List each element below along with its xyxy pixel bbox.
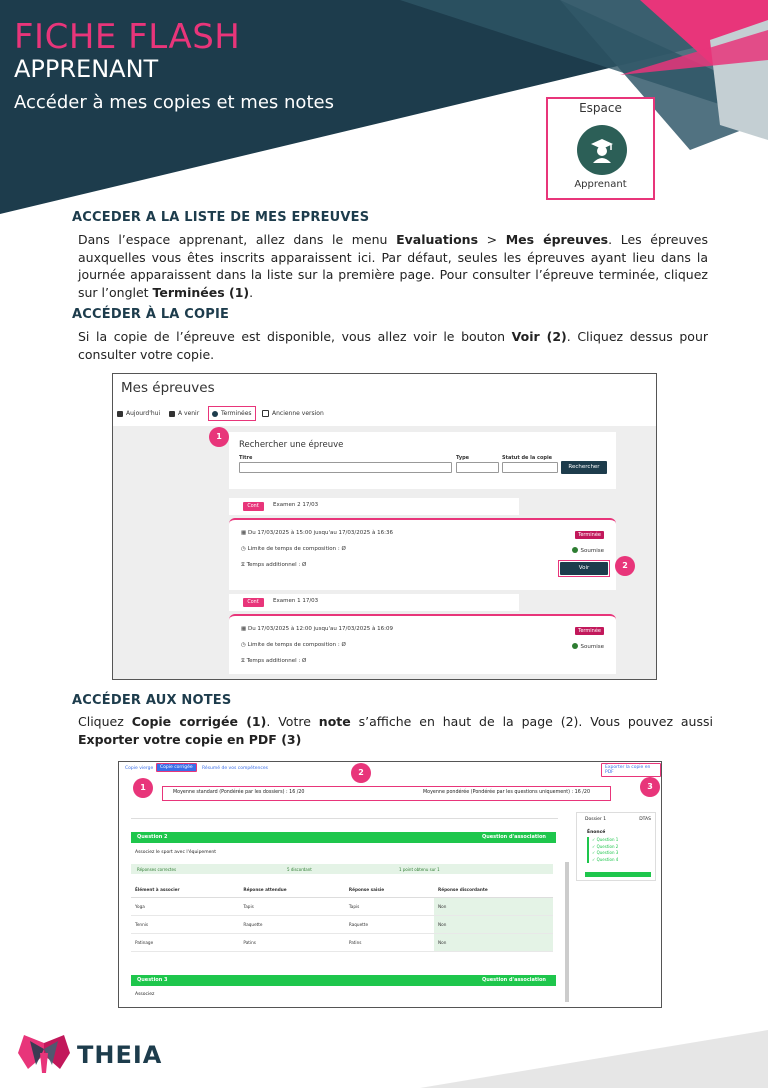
- table-cell: Non: [434, 898, 553, 916]
- theia-logo-icon: [16, 1035, 72, 1075]
- exam-dates: ▦ Du 17/03/2025 à 12:00 jusqu'au 17/03/2025 à 16:09: [241, 626, 393, 632]
- progress-bar: [585, 872, 651, 877]
- question-link-label: Question 4: [596, 856, 619, 862]
- type-select[interactable]: [456, 462, 499, 473]
- status-dot-icon: [572, 547, 578, 553]
- label-titre: Titre: [239, 455, 253, 461]
- table-cell: Yoga: [131, 898, 239, 916]
- exam-body: [229, 614, 616, 674]
- answer-status: Réponses correctes: [137, 867, 177, 872]
- question-link[interactable]: ✓ Question 3: [592, 850, 619, 855]
- table-cell: Tennis: [131, 916, 239, 934]
- table-cell: Tapis: [345, 898, 434, 916]
- exam-head: [229, 498, 519, 516]
- step-badge-2: 2: [615, 556, 635, 576]
- espace-apprenant-card: [546, 97, 655, 200]
- previous-question-edge: [131, 806, 558, 819]
- screenshot-mes-epreuves: [112, 373, 657, 680]
- dossier-title: Dossier 1: [585, 817, 607, 822]
- exam-limit: ◷ Limite de temps de composition : Ø: [241, 642, 346, 648]
- section-heading-notes: ACCÉDER AUX NOTES: [72, 693, 232, 708]
- exam-name: Examen 2 17/03: [273, 502, 319, 508]
- exam-limit: ◷ Limite de temps de composition : Ø: [241, 546, 346, 552]
- association-table: [131, 881, 553, 952]
- state-text: Soumise: [580, 644, 604, 650]
- text-part: . Cliquez dessus pour consulter votre copie.: [78, 329, 709, 362]
- table-cell: Raquette: [239, 916, 345, 934]
- tab-a-venir[interactable]: [169, 406, 199, 421]
- page-subtitle: APPRENANT: [14, 55, 159, 83]
- shot1-header: [113, 374, 656, 426]
- table-cell: Patins: [345, 934, 434, 952]
- exam-extra: ⧖ Temps additionnel : Ø: [241, 658, 307, 664]
- exam-name: Examen 1 17/03: [273, 598, 319, 604]
- dossier-tag: DTAS: [639, 817, 651, 822]
- table-row: [131, 934, 553, 952]
- table-header: Réponse discordante: [434, 881, 553, 898]
- question-link[interactable]: ✓ Question 4: [592, 856, 619, 862]
- enonce-heading: Énoncé: [587, 830, 606, 835]
- answer-status-bar: [131, 864, 553, 874]
- dates-text: Du 17/03/2025 à 15:00 jusqu'au 17/03/2025 à 16:36: [247, 530, 393, 536]
- table-header: Élément à associer: [131, 881, 239, 898]
- exam-card-1: [229, 498, 616, 590]
- status-select[interactable]: [502, 462, 558, 473]
- tab-label: A venir: [178, 410, 200, 417]
- dates-text: Du 17/03/2025 à 12:00 jusqu'au 17/03/2025 à 16:09: [247, 626, 393, 632]
- table-row: [131, 916, 553, 934]
- bold-voir: Voir (2): [511, 329, 567, 344]
- status-dot-icon: [572, 643, 578, 649]
- exam-head: [229, 594, 519, 612]
- question-2-header: [131, 832, 556, 843]
- question-link-label: Question 1: [596, 837, 619, 842]
- conf-chip: Conf.: [243, 598, 264, 607]
- question-3-header: [131, 975, 556, 986]
- tab-label: Ancienne version: [272, 410, 324, 417]
- question-2-prompt: Associez le sport avec l'équipement: [135, 850, 216, 855]
- search-card: [229, 432, 616, 489]
- screenshot-copie-corrigee: [118, 761, 662, 1008]
- step-badge-2: 2: [351, 763, 371, 783]
- submitted-status: [572, 643, 604, 650]
- bold-exporter: Exporter votre copie en PDF (3): [78, 731, 302, 747]
- label-type: Type: [456, 455, 470, 461]
- voir-button[interactable]: Voir: [560, 562, 608, 575]
- limit-text: Limite de temps de composition : Ø: [247, 546, 346, 552]
- text-part: s’affiche en haut de la page (2). Vous pouvez aussi: [350, 714, 713, 729]
- graduate-icon: [577, 125, 627, 175]
- tab-label: Aujourd'hui: [126, 410, 161, 417]
- bold-note: note: [318, 714, 351, 729]
- step-badge-3: 3: [640, 777, 660, 797]
- average-weighted: Moyenne pondérée (Pondérée par les questions uniquement) : 16 /20: [423, 790, 591, 795]
- table-cell: Patinage: [131, 934, 239, 952]
- section-heading-liste: ACCEDER A LA LISTE DE MES EPREUVES: [72, 210, 370, 225]
- answer-points: 1 point obtenu sur 1: [399, 867, 440, 872]
- scrollbar[interactable]: [565, 862, 569, 1002]
- text-part: >: [478, 232, 506, 247]
- copie-corrigee-button[interactable]: Copie corrigée: [156, 763, 197, 772]
- export-pdf-button[interactable]: Exporter la copie en PDF: [601, 763, 661, 777]
- section-text-liste: [78, 231, 708, 301]
- state-text: Soumise: [580, 548, 604, 554]
- shot1-tabs: [113, 406, 656, 422]
- text-part: .: [249, 284, 254, 300]
- question-link[interactable]: ✓ Question 2: [592, 843, 619, 849]
- status-badge: Terminée: [575, 627, 604, 635]
- exam-card-2: [229, 594, 616, 674]
- bold-evaluations: Evaluations: [396, 232, 479, 247]
- question-link-label: Question 3: [596, 850, 619, 855]
- dossier-panel: [576, 812, 656, 881]
- table-header: Réponse saisie: [345, 881, 434, 898]
- bold-mes-epreuves: Mes épreuves: [505, 232, 609, 247]
- table-cell: Tapis: [239, 898, 345, 916]
- text-part: . Votre: [266, 714, 319, 729]
- page-title: FICHE FLASH: [14, 17, 241, 57]
- search-title: Rechercher une épreuve: [239, 440, 344, 450]
- averages-bar: [162, 786, 611, 801]
- extra-text: Temps additionnel : Ø: [246, 658, 307, 664]
- external-link-icon: [262, 410, 269, 417]
- question-3-type: Question d'association: [481, 977, 546, 983]
- table-cell: Non: [434, 934, 553, 952]
- submitted-status: [572, 547, 604, 554]
- tab-aujourdhui[interactable]: [117, 406, 160, 421]
- exam-extra: ⧖ Temps additionnel : Ø: [241, 562, 307, 568]
- voir-highlight: [558, 560, 610, 577]
- question-link-label: Question 2: [596, 843, 619, 849]
- check-circle-icon: [212, 411, 218, 417]
- section-text-notes: [78, 713, 713, 748]
- question-link[interactable]: ✓ Question 1: [592, 837, 619, 842]
- copie-vierge-button[interactable]: Copie vierge: [125, 766, 154, 771]
- title-input[interactable]: [239, 462, 452, 473]
- espace-label: Espace: [579, 101, 622, 115]
- table-cell: Patins: [239, 934, 345, 952]
- table-header: Réponse attendue: [239, 881, 345, 898]
- text-part: Si la copie de l’épreuve est disponible, vous allez voir le bouton: [78, 329, 512, 344]
- exam-dates: ▦ Du 17/03/2025 à 15:00 jusqu'au 17/03/2025 à 16:36: [241, 530, 393, 536]
- step-badge-1: 1: [209, 427, 229, 447]
- section-heading-copie: ACCÉDER À LA COPIE: [72, 307, 230, 322]
- average-standard: Moyenne standard (Pondérée par les dossiers) : 16 /20: [173, 790, 305, 795]
- bold-copie-corrigee: Copie corrigée (1): [131, 714, 267, 729]
- exam-body: [229, 518, 616, 590]
- shot1-title: Mes épreuves: [121, 380, 215, 396]
- bold-terminees: Terminées (1): [152, 284, 250, 300]
- tab-terminees[interactable]: [208, 406, 256, 421]
- status-badge: Terminée: [575, 531, 604, 539]
- table-row: [131, 898, 553, 916]
- text-part: . Les épreuves auxquelles vous êtes inscrits apparaissent ici. Par défaut, seules les épreuves ayant lieu dans la journée apparaissent dans la liste sur la première page. Pour consulter l’épreuve terminée, cliquez sur l’onglet: [78, 232, 708, 300]
- resume-competences-button[interactable]: Résumé de vos compétences: [202, 766, 268, 771]
- text-part: Cliquez: [78, 714, 132, 729]
- apprenant-label: Apprenant: [574, 179, 627, 190]
- label-statut: Statut de la copie: [502, 455, 553, 461]
- question-2-type: Question d'association: [481, 834, 546, 840]
- limit-text: Limite de temps de composition : Ø: [247, 642, 346, 648]
- text-part: Dans l’espace apprenant, allez dans le menu: [78, 232, 397, 247]
- answer-discordant: 5 discordant: [287, 867, 312, 872]
- question-2-title: Question 2: [137, 834, 168, 840]
- truck-icon: [169, 411, 175, 417]
- step-badge-1: 1: [133, 778, 153, 798]
- page-description: Accéder à mes copies et mes notes: [14, 92, 334, 113]
- table-cell: Raquette: [345, 916, 434, 934]
- tab-label: Terminées: [221, 410, 252, 417]
- theia-logo-text: THEIA: [77, 1041, 163, 1069]
- extra-text: Temps additionnel : Ø: [246, 562, 307, 568]
- section-text-copie: [78, 328, 708, 363]
- question-3-title: Question 3: [137, 977, 168, 983]
- calendar-icon: [117, 411, 123, 417]
- question-list: [587, 837, 618, 863]
- table-header-row: [131, 881, 553, 898]
- search-button[interactable]: Rechercher: [561, 461, 607, 474]
- question-3-prompt: Associez: [135, 992, 155, 997]
- conf-chip: Conf.: [243, 502, 264, 511]
- tab-ancienne-version[interactable]: [262, 406, 324, 421]
- table-cell: Non: [434, 916, 553, 934]
